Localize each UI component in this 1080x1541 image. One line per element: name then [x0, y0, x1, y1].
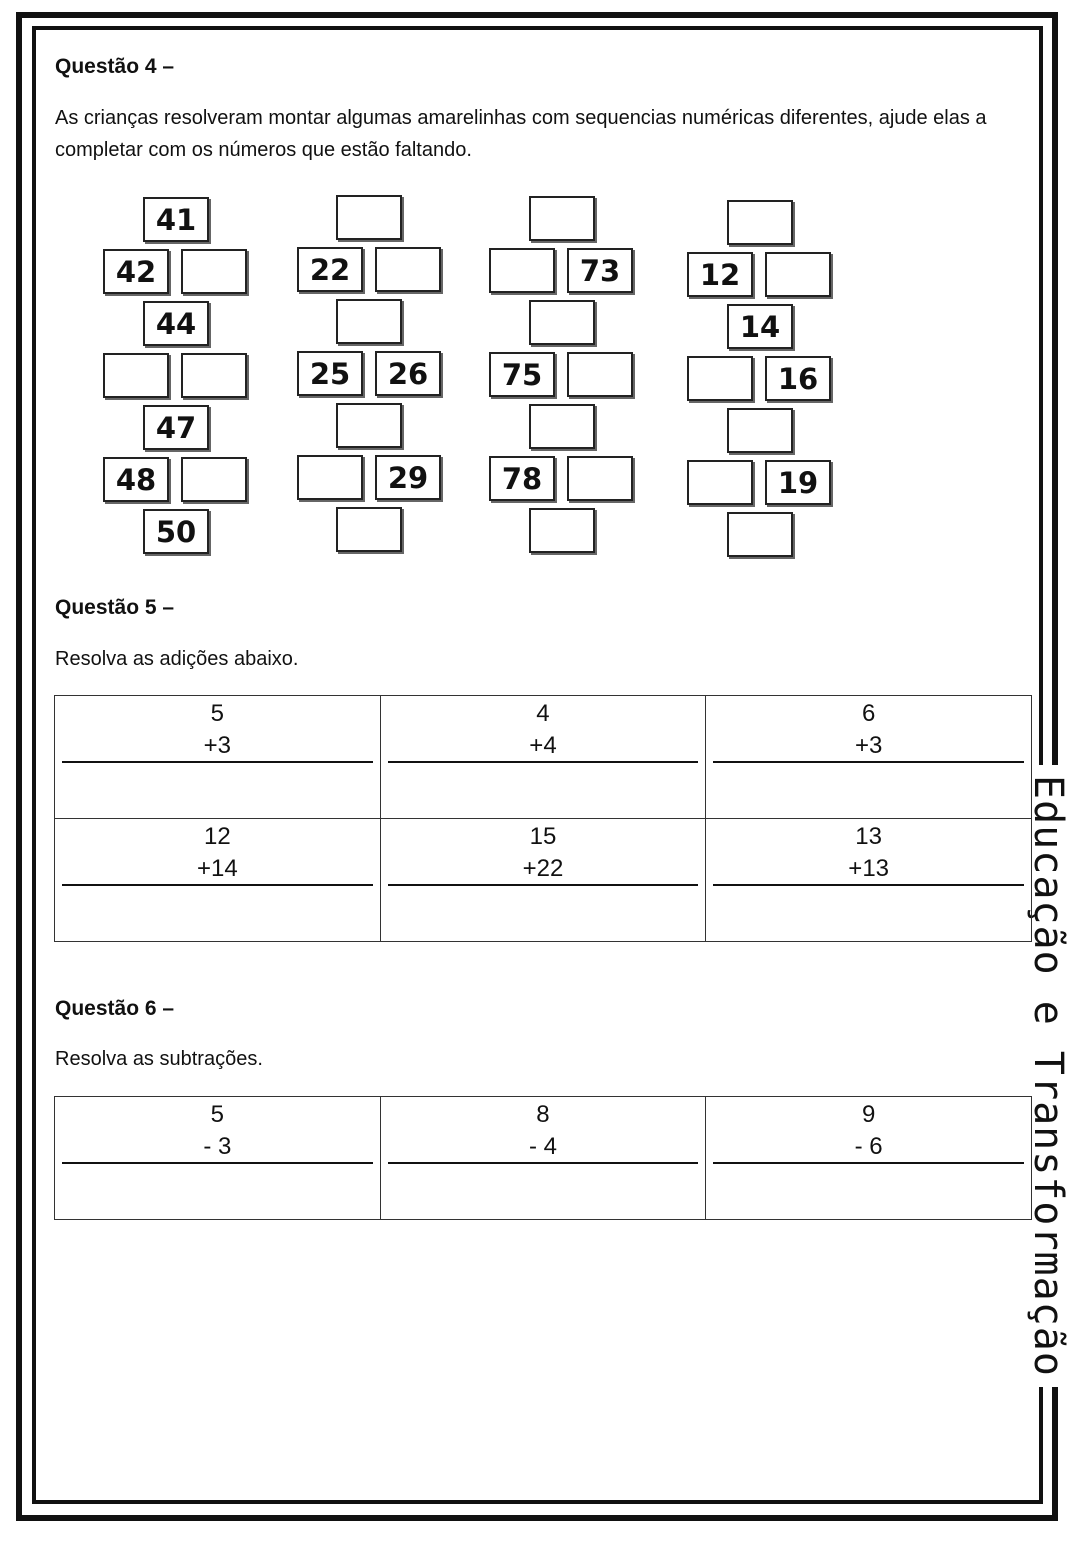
hop-cell[interactable] — [489, 248, 555, 293]
hop-cell[interactable] — [181, 249, 247, 294]
hop-cell[interactable] — [727, 200, 793, 245]
operand: +13 — [848, 855, 890, 882]
operand: - 6 — [854, 1133, 883, 1160]
operand: - 4 — [528, 1133, 557, 1160]
hop-cell[interactable]: 14 — [727, 304, 793, 349]
answer-line — [388, 884, 699, 886]
addition-cell[interactable] — [706, 819, 1032, 942]
addition-cell[interactable] — [55, 696, 381, 819]
answer-line — [62, 761, 373, 763]
hop-cell[interactable] — [529, 300, 595, 345]
answer-line — [388, 1162, 699, 1164]
answer-line — [388, 761, 699, 763]
hop-cell[interactable]: 16 — [765, 356, 831, 401]
operand: +14 — [196, 855, 238, 882]
q4-text: As crianças resolveram montar algumas amarelinhas com sequencias numéricas diferentes, ajude elas a completar com os números que estão faltando. — [55, 107, 987, 161]
answer-line — [62, 1162, 373, 1164]
hop-cell[interactable] — [529, 404, 595, 449]
side-label: Educação e Transformação — [1028, 765, 1068, 1387]
q5-text: Resolva as adições abaixo. — [55, 648, 299, 670]
hop-cell[interactable] — [529, 508, 595, 553]
operand: 12 — [203, 823, 231, 850]
hop-cell[interactable] — [297, 455, 363, 500]
operand: 5 — [210, 700, 224, 727]
hop-cell[interactable]: 73 — [567, 248, 633, 293]
hop-cell[interactable] — [181, 457, 247, 502]
operand: +3 — [203, 732, 232, 759]
subtraction-table — [54, 1096, 1032, 1220]
q6-text: Resolva as subtrações. — [55, 1048, 263, 1070]
operand: - 3 — [203, 1133, 232, 1160]
hop-cell[interactable]: 29 — [375, 455, 441, 500]
operand: +4 — [529, 732, 557, 759]
answer-line — [62, 884, 373, 886]
hop-cell[interactable]: 41 — [143, 197, 209, 242]
subtraction-cell[interactable] — [380, 1097, 706, 1220]
hop-cell[interactable] — [103, 353, 169, 398]
answer-line — [713, 761, 1024, 763]
table-row — [55, 819, 1032, 942]
hop-cell[interactable] — [336, 299, 402, 344]
addition-cell[interactable] — [380, 819, 706, 942]
answer-line — [713, 1162, 1024, 1164]
operand: 8 — [536, 1101, 550, 1128]
hop-cell[interactable] — [727, 512, 793, 557]
hop-cell[interactable] — [765, 252, 831, 297]
subtraction-cell[interactable] — [55, 1097, 381, 1220]
table-row — [55, 696, 1032, 819]
operand: 5 — [210, 1101, 224, 1128]
hop-cell[interactable] — [567, 352, 633, 397]
hop-cell[interactable] — [336, 403, 402, 448]
hop-cell[interactable] — [336, 195, 402, 240]
addition-cell[interactable] — [380, 696, 706, 819]
hop-cell[interactable]: 22 — [297, 247, 363, 292]
operand: +3 — [854, 732, 883, 759]
hop-cell[interactable]: 50 — [143, 509, 209, 554]
table-row — [55, 1097, 1032, 1220]
subtraction-cell[interactable] — [706, 1097, 1032, 1220]
hop-cell[interactable]: 47 — [143, 405, 209, 450]
hop-cell[interactable] — [727, 408, 793, 453]
hop-cell[interactable]: 42 — [103, 249, 169, 294]
q4-title: Questão 4 – — [55, 55, 175, 78]
hop-cell[interactable] — [687, 460, 753, 505]
operand: 9 — [861, 1101, 876, 1128]
addition-cell[interactable] — [706, 696, 1032, 819]
operand: 15 — [529, 823, 557, 850]
q5-title: Questão 5 – — [55, 596, 175, 619]
operand: 13 — [855, 823, 882, 850]
hop-cell[interactable]: 26 — [375, 351, 441, 396]
hop-cell[interactable] — [567, 456, 633, 501]
hop-cell[interactable] — [687, 356, 753, 401]
hop-cell[interactable]: 48 — [103, 457, 169, 502]
hop-cell[interactable]: 44 — [143, 301, 209, 346]
hop-cell[interactable] — [336, 507, 402, 552]
hop-cell[interactable] — [529, 196, 595, 241]
addition-table — [54, 695, 1032, 942]
hop-cell[interactable] — [181, 353, 247, 398]
hop-cell[interactable]: 78 — [489, 456, 555, 501]
operand: 6 — [861, 700, 876, 727]
hop-cell[interactable]: 19 — [765, 460, 831, 505]
hop-cell[interactable]: 25 — [297, 351, 363, 396]
q6-title: Questão 6 – — [55, 997, 175, 1020]
answer-line — [713, 884, 1024, 886]
operand: 4 — [536, 700, 550, 727]
operand: +22 — [522, 855, 564, 882]
addition-cell[interactable] — [55, 819, 381, 942]
hop-cell[interactable]: 12 — [687, 252, 753, 297]
hop-cell[interactable]: 75 — [489, 352, 555, 397]
hop-cell[interactable] — [375, 247, 441, 292]
